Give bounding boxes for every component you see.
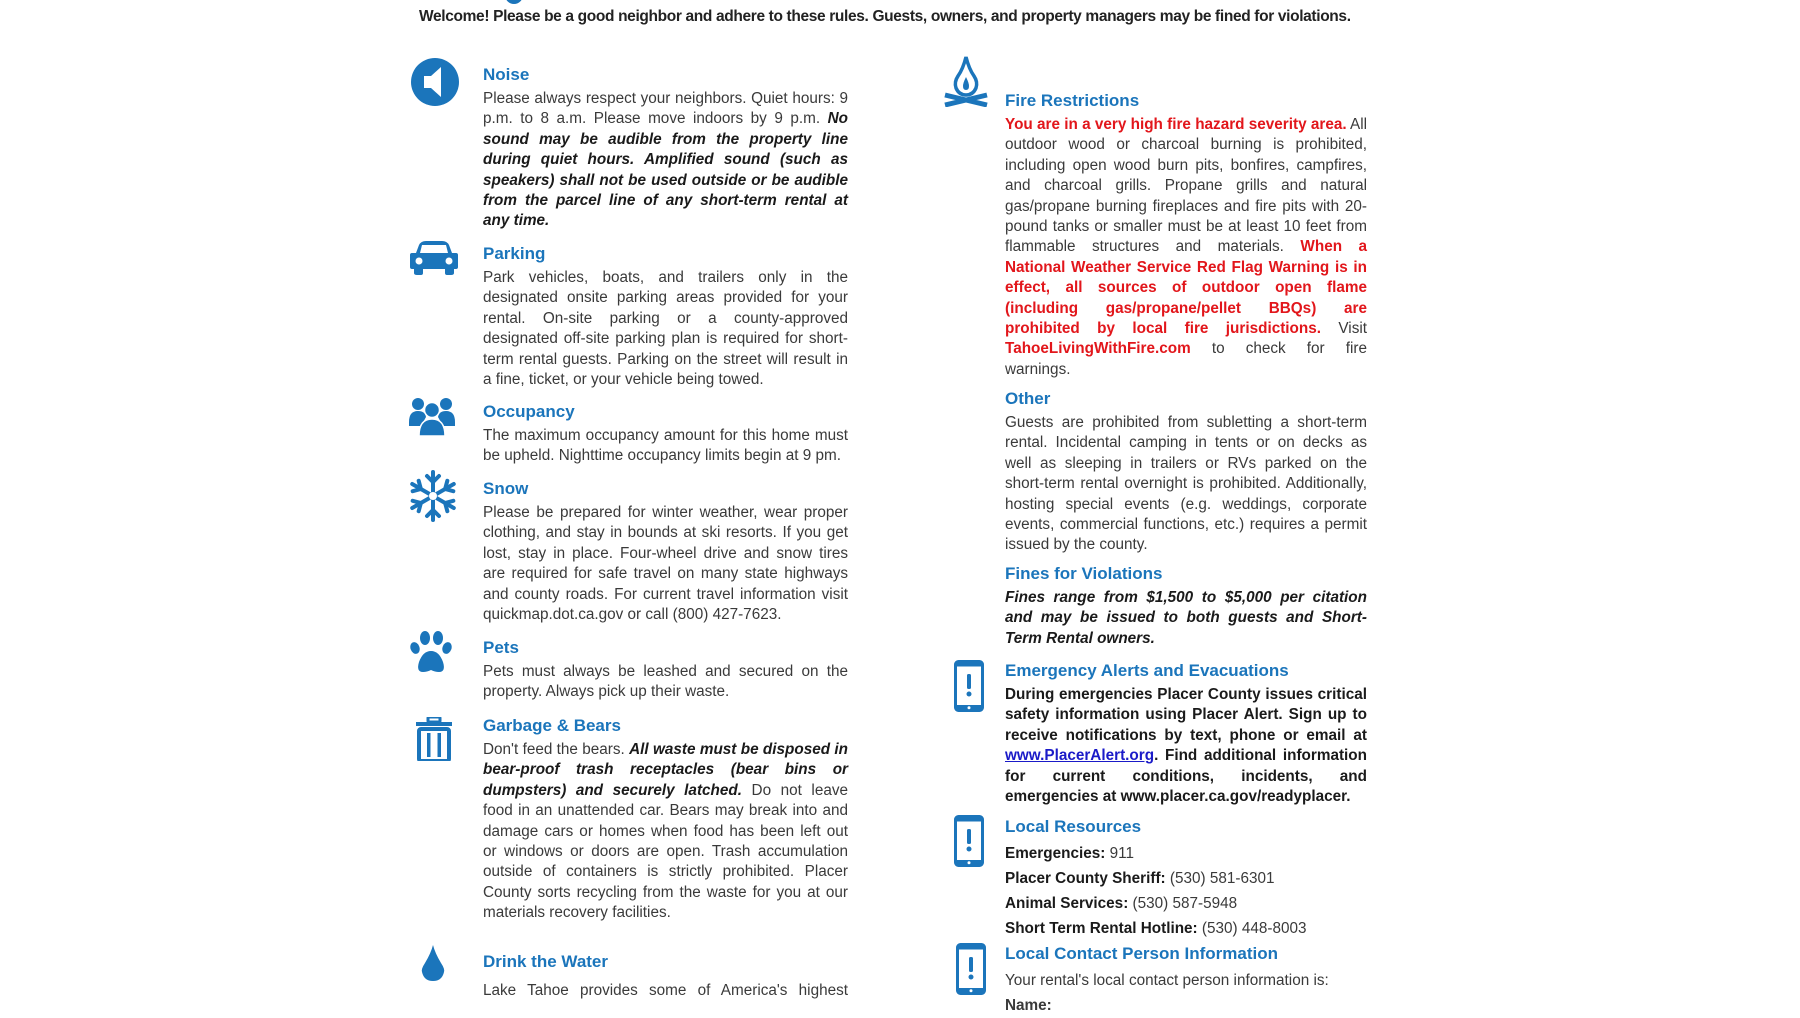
heading-parking: Parking <box>483 244 546 263</box>
heading-garbage-bears: Garbage & Bears <box>483 716 621 735</box>
welcome-line: Welcome! Please be a good neighbor and adhere to these rules. Guests, owners, and property managers may be fined for violations. <box>419 8 1351 25</box>
section-pets <box>483 637 848 703</box>
heading-noise: Noise <box>483 65 530 84</box>
title-fragment <box>505 0 523 4</box>
phone-alert-icon <box>954 815 984 867</box>
resource-row-sheriff <box>1005 866 1367 891</box>
car-icon <box>410 241 458 275</box>
heading-local-contact: Local Contact Person Information <box>1005 944 1278 963</box>
resource-row-str-hotline <box>1005 916 1367 941</box>
snow-text: Please be prepared for winter weather, wear proper clothing, and stay in bounds at ski resorts. If you get lost, stay in place. Four-wheel drive and snow tires are required for safe travel on many state highways and county roads. For current travel information visit quickmap.dot.ca.gov or call (800) 427-7623. <box>483 504 848 624</box>
resource-row-animal-services <box>1005 891 1367 916</box>
heading-drink-water: Drink the Water <box>483 952 609 971</box>
fire-text-1: All outdoor wood or charcoal burning is prohibited, including open wood burn pits, bonfires, campfires, and charcoal grills. Propane grills and natural gas/propane burning fireplaces and fire pits with 20-pound tanks or smaller must be at least 10 feet from flammable structures and materials. <box>1005 116 1368 256</box>
section-local-resources <box>1005 816 1367 941</box>
alerts-text-1: During emergencies Placer County issues critical safety information using Placer Alert. Sign up to receive notifications by text, phone or email at <box>1005 686 1367 744</box>
phone-alert-icon <box>956 943 986 995</box>
fire-text-3: to check for fire warnings. <box>1005 340 1367 378</box>
noise-text <box>483 89 848 232</box>
paw-icon <box>409 631 453 675</box>
resource-value: (530) 581-6301 <box>1165 870 1275 887</box>
section-fire-restrictions <box>1005 90 1367 380</box>
section-other <box>1005 388 1367 556</box>
resource-value: (530) 587-5948 <box>1128 895 1238 912</box>
heading-fire-restrictions: Fire Restrictions <box>1005 91 1140 110</box>
phone-alert-icon <box>954 660 984 712</box>
fire-text <box>1005 115 1367 380</box>
placer-alert-link[interactable]: www.PlacerAlert.org <box>1005 747 1155 765</box>
noise-text-emphasis: No sound may be audible from the property line during quiet hours. Amplified sound (such as speakers) shall not be used outside or be audible from the parcel line of any short-term rental at any time. <box>483 110 848 230</box>
resource-value: 911 <box>1105 845 1134 862</box>
section-snow <box>483 478 848 625</box>
resource-label: Animal Services: <box>1005 895 1129 912</box>
garbage-text-pre: Don't feed the bears. <box>483 741 630 758</box>
trash-can-icon <box>416 717 452 761</box>
garbage-text <box>483 740 848 924</box>
resource-label: Placer County Sheriff: <box>1005 870 1166 887</box>
fire-warning-red-flag: When a National Weather Service Red Flag Warning is in effect, all sources of outdoor open flame (including gas/propane/pellet BBQs) are prohibited by local fire jurisdictions. <box>1005 238 1368 338</box>
heading-local-resources: Local Resources <box>1005 817 1142 836</box>
garbage-text-post: Do not leave food in an unattended car. Bears may break into and damage cars or homes when food has been left out or windows or doors are open. Trash accumulation outside of containers is strictly prohibited. Placer County sorts recycling from the waste for you at our materials recovery facilities. <box>483 781 848 922</box>
section-parking <box>483 243 848 390</box>
resource-label: Short Term Rental Hotline: <box>1005 920 1198 937</box>
alerts-text <box>1005 685 1367 807</box>
fines-text: Fines range from $1,500 to $5,000 per citation and may be issued to both guests and Short-Term Rental owners. <box>1005 589 1367 647</box>
section-emergency-alerts <box>1005 660 1367 807</box>
people-group-icon <box>409 396 455 436</box>
section-fines <box>1005 563 1367 649</box>
speaker-icon <box>410 57 460 107</box>
contact-name-label: Name: <box>1005 997 1052 1014</box>
resource-label: Emergencies: <box>1005 845 1106 862</box>
occupancy-text: The maximum occupancy amount for this home must be upheld. Nighttime occupancy limits begin at 9 pm. <box>483 427 848 465</box>
campfire-icon <box>943 55 989 107</box>
heading-snow: Snow <box>483 479 529 498</box>
parking-text: Park vehicles, boats, and trailers only in the designated onsite parking areas provided for your rental. On-site parking or a county-approved designated off-site parking plan is required for short-term rental guests. Parking on the street will result in a fine, ticket, or your vehicle being towed. <box>483 269 848 389</box>
heading-emergency-alerts: Emergency Alerts and Evacuations <box>1005 661 1289 680</box>
section-local-contact <box>1005 943 1367 1018</box>
other-text: Guests are prohibited from subletting a short-term rental. Incidental camping in tents or on decks as well as sleeping in trailers or RVs parked on the short-term rental overnight is prohibited. Additionally, hosting special events (e.g. weddings, corporate events, commercial functions, etc.) requires a permit issued by the county. <box>1005 414 1367 554</box>
alerts-text-2: . Find additional information for current conditions, incidents, and emergencies at www.placer.ca.gov/readyplacer. <box>1005 747 1367 806</box>
water-drop-icon <box>421 945 445 981</box>
heading-fines: Fines for Violations <box>1005 564 1163 583</box>
section-occupancy <box>483 401 848 467</box>
water-text: Lake Tahoe provides some of America's highest <box>483 982 848 999</box>
heading-other: Other <box>1005 389 1051 408</box>
noise-text-plain: Please always respect your neighbors. Quiet hours: 9 p.m. to 8 a.m. Please move indoors by 9 p.m. <box>483 90 848 128</box>
tahoe-living-with-fire-link[interactable]: TahoeLivingWithFire.com <box>1005 340 1191 358</box>
section-drink-water <box>483 951 848 1001</box>
fire-text-2: Visit <box>1321 320 1367 338</box>
snowflake-icon <box>408 470 458 522</box>
pets-text: Pets must always be leashed and secured on the property. Always pick up their waste. <box>483 663 848 701</box>
garbage-text-emphasis: All waste must be disposed in bear-proof trash receptacles (bear bins or dumpsters) and securely latched. <box>483 741 848 799</box>
section-garbage-bears <box>483 715 848 924</box>
section-noise <box>483 64 848 232</box>
heading-occupancy: Occupancy <box>483 402 575 421</box>
resource-row-emergencies <box>1005 841 1367 866</box>
fire-warning-severity: You are in a very high fire hazard severity area. <box>1005 116 1347 133</box>
resource-value: (530) 448-8003 <box>1197 920 1307 937</box>
heading-pets: Pets <box>483 638 519 657</box>
contact-text: Your rental's local contact person information is: <box>1005 972 1329 989</box>
